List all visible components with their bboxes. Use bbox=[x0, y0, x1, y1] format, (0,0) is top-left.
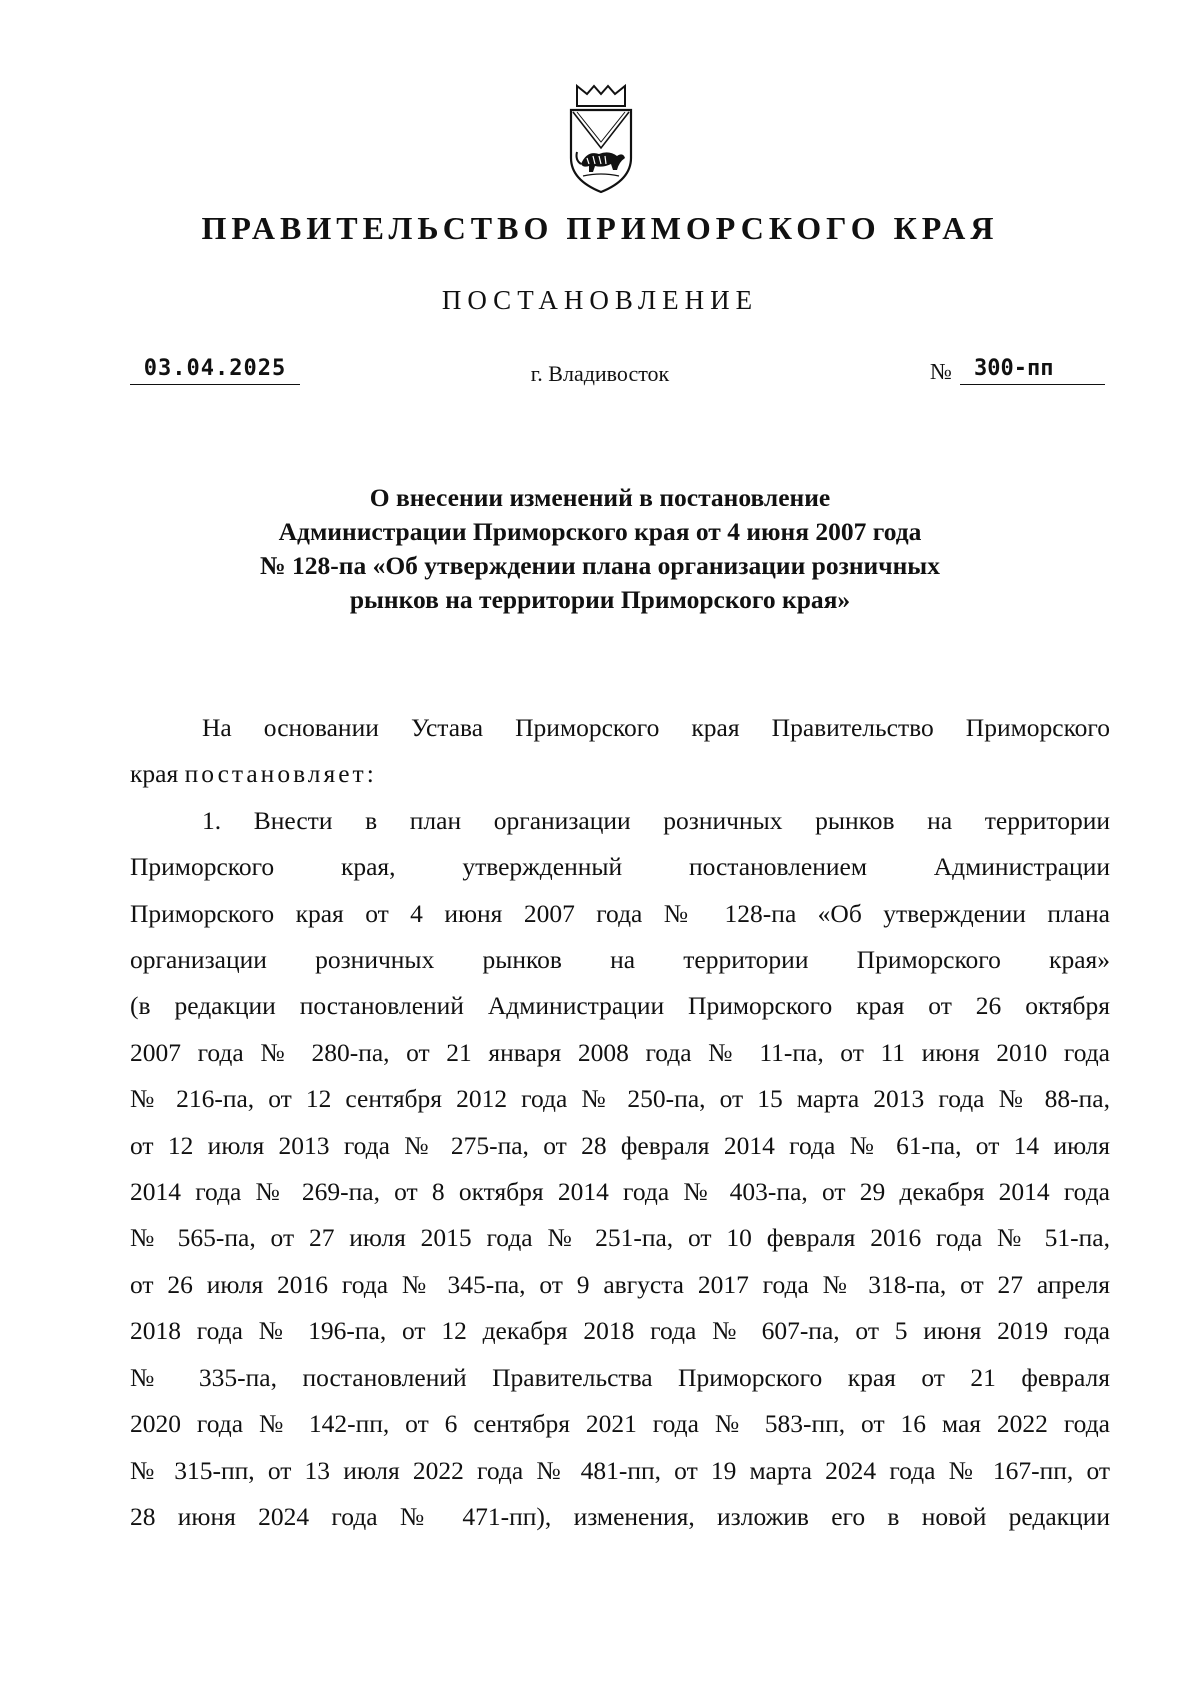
coat-of-arms-icon bbox=[563, 80, 639, 196]
document-body bbox=[130, 705, 1110, 1540]
heading-line: Администрации Приморского края от 4 июня 2007 года bbox=[278, 517, 922, 546]
document-number: 300-пп bbox=[960, 356, 1105, 385]
document-type: ПОСТАНОВЛЕНИЕ bbox=[441, 285, 759, 315]
document-heading bbox=[160, 481, 1040, 617]
heading-line: № 128-па «Об утверждении плана организации розничных bbox=[260, 551, 940, 580]
body-line: 1. Внести в план организации розничных рынков на территории bbox=[202, 805, 1110, 835]
heading-line: О внесении изменений в постановление bbox=[369, 483, 831, 512]
resolution-keyword: постановляет: bbox=[184, 759, 377, 789]
body-line: от 12 июля 2013 года № 275-па, от 28 февраля 2014 года № 61-па, от 14 июля bbox=[130, 1130, 1110, 1160]
item-1-paragraph bbox=[130, 798, 1110, 1541]
body-line: 2014 года № 269-па, от 8 октября 2014 года № 403-па, от 29 декабря 2014 года bbox=[130, 1177, 1110, 1207]
preamble-text: края bbox=[130, 759, 179, 789]
body-line: 28 июня 2024 года № 471-пп), изменения, изложив его в новой редакции bbox=[130, 1501, 1110, 1531]
body-line: № 216-па, от 12 сентября 2012 года № 250-па, от 15 марта 2013 года № 88-па, bbox=[130, 1084, 1110, 1114]
body-line: от 26 июля 2016 года № 345-па, от 9 августа 2017 года № 318-па, от 27 апреля bbox=[130, 1269, 1110, 1299]
body-line: 2018 года № 196-па, от 12 декабря 2018 года № 607-па, от 5 июня 2019 года bbox=[130, 1316, 1110, 1346]
body-line: № 565-па, от 27 июля 2015 года № 251-па, от 10 февраля 2016 года № 51-па, bbox=[130, 1223, 1110, 1253]
body-line: № 315-пп, от 13 июля 2022 года № 481-пп, от 19 марта 2024 года № 167-пп, от bbox=[130, 1455, 1110, 1485]
document-city: г. Владивосток bbox=[530, 361, 670, 386]
body-line: Приморского края от 4 июня 2007 года № 128-па «Об утверждении плана bbox=[130, 898, 1110, 928]
body-line: 2020 года № 142-пп, от 6 сентября 2021 года № 583-пп, от 16 мая 2022 года bbox=[130, 1409, 1110, 1439]
body-line bbox=[130, 751, 1110, 797]
body-line: № 335-па, постановлений Правительства Приморского края от 21 февраля bbox=[130, 1362, 1110, 1392]
body-line: Приморского края, утвержденный постановлением Администрации bbox=[130, 852, 1110, 882]
government-title: ПРАВИТЕЛЬСТВО ПРИМОРСКОГО КРАЯ bbox=[201, 210, 999, 246]
heading-line: рынков на территории Приморского края» bbox=[349, 585, 851, 614]
preamble-paragraph bbox=[130, 705, 1110, 798]
document-date: 03.04.2025 bbox=[130, 356, 300, 385]
body-line: организации розничных рынков на территории Приморского края» bbox=[130, 945, 1110, 975]
body-line: 2007 года № 280-па, от 21 января 2008 года № 11-па, от 11 июня 2010 года bbox=[130, 1037, 1110, 1067]
body-line: На основании Устава Приморского края Правительство Приморского bbox=[202, 713, 1110, 742]
number-sign: № bbox=[930, 359, 952, 384]
body-line: (в редакции постановлений Администрации Приморского края от 26 октября bbox=[130, 991, 1110, 1021]
